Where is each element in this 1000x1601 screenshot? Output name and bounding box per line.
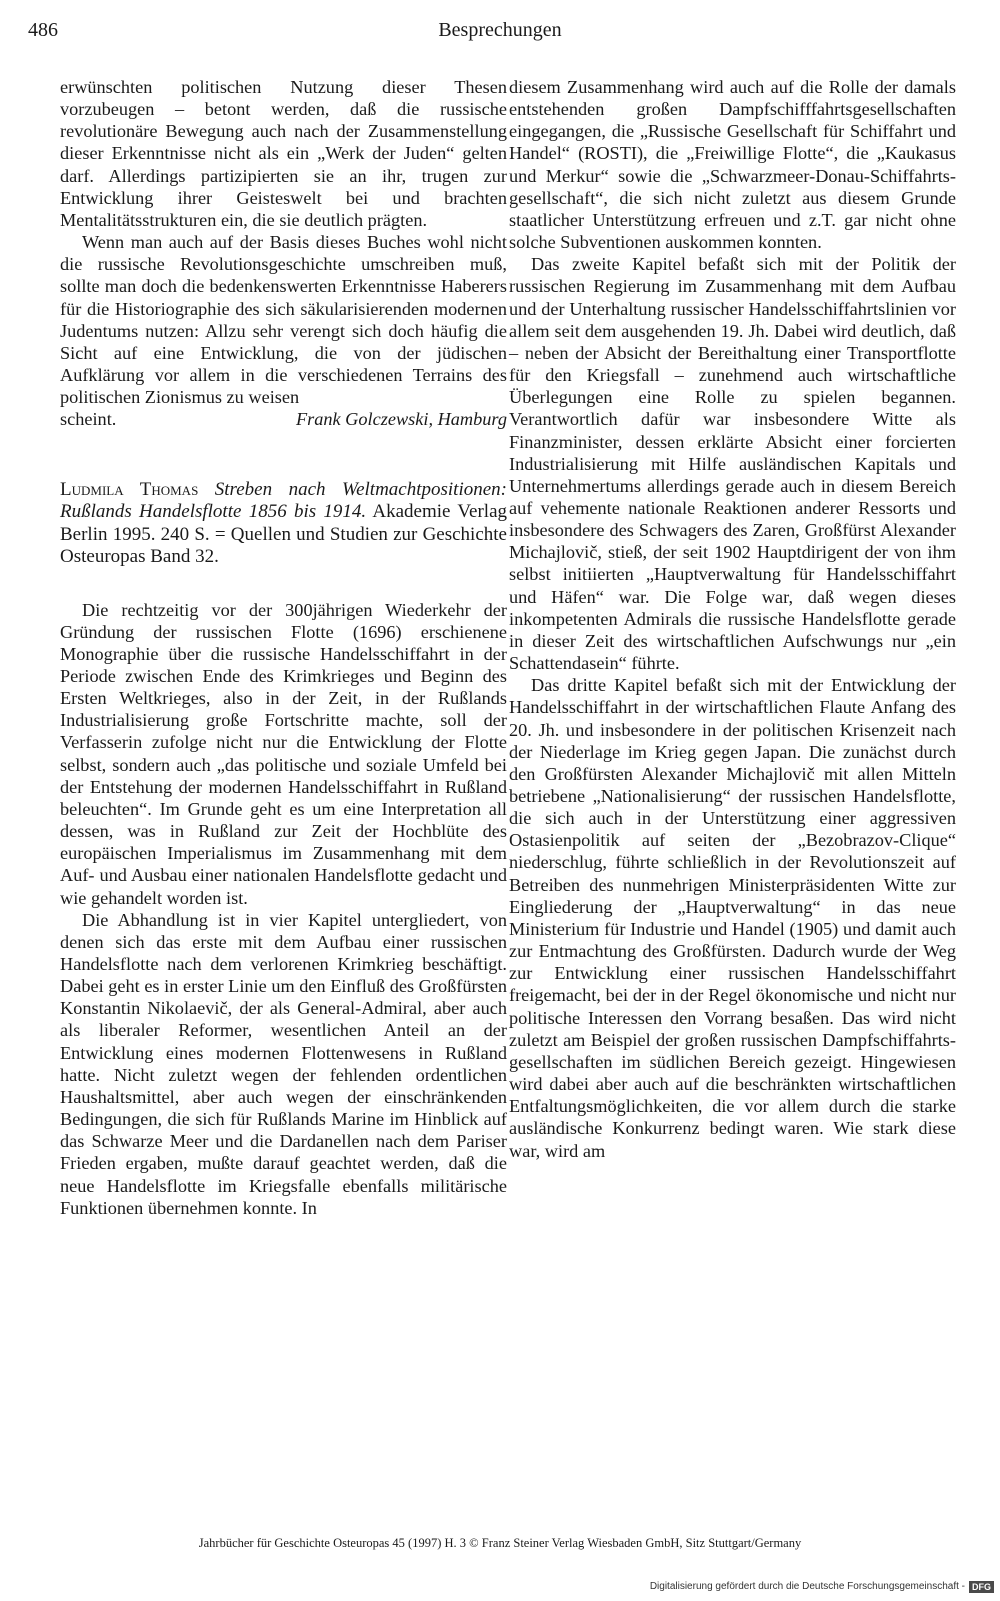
digitization-footer (650, 1580, 994, 1594)
review-body-left (60, 599, 507, 1219)
review-paragraph: Die rechtzeitig vor der 300jährigen Wiederkehr der Gründung der russischen Flotte (1696) erschienene Monographie über die russische Handelsschiffahrt in der Periode zwischen Ende des Krimkrieges und Beginn des Ersten Weltkrieges, also in der Zeit, in der Rußlands Industrialisierung große Fortschritte machte, soll der Verfasserin zufolge nicht nur die Entwicklung der Flotte selbst, sondern auch „das politische und soziale Umfeld bei der Entstehung der modernen Handelsschiffahrt in Rußland beleuchten“. Im Grunde geht es um eine Interpretation all dessen, was in Rußland zur Zeit der Hochblüte des europäischen Imperialismus im Zusammenhang mit dem Auf- und Ausbau einer nationalen Handelsflotte gedacht und wie gehandelt worden ist. (60, 599, 507, 908)
previous-review-paragraph: Wenn man auch auf der Basis dieses Buches wohl nicht die russische Revolutionsgeschichte umschreiben muß, sollte man doch die bedenkenswerten Erkenntnisse Haberers für die Historiographie des sich säkularisierenden modernen Judentums nutzen: Allzu sehr verengt sich doch häufig die Sicht auf eine Entwicklung, die von der jüdischen Aufklärung vor allem in die verschiedenen Terrains des politischen Zionismus zu weisen (60, 232, 507, 408)
review-paragraph: Die Abhandlung ist in vier Kapitel untergliedert, von denen sich das erste mit dem Aufbau einer russischen Handelsflotte nach dem verlorenen Krimkrieg beschäftigt. Dabei geht es in erster Linie um den Einfluß des Großfürsten Konstantin Nikolaevič, der als General-Admiral, aber auch als liberaler Reformer, wesentlichen Anteil an der Entwicklung eines modernen Flottenwesens in Rußland hatte. Nicht zuletzt wegen der fehlenden ordentlichen Haushaltsmittel, aber auch wegen der einschränkenden Bedingungen, die sich für Rußlands Marine im Hinblick auf das Schwarze Meer und die Dardanellen nach dem Pariser Frieden ergaben, mußte darauf geachtet werden, daß die neue Handelsflotte im Kriegsfalle ebenfalls militärische Funktionen übernehmen konnte. In (60, 909, 507, 1218)
digitization-note: Digitalisierung gefördert durch die Deutsche Forschungsgemeinschaft - (649, 1581, 965, 1592)
left-column (60, 76, 507, 1219)
book-author: Ludmila Thomas (60, 478, 199, 500)
closing-word: scheint. (60, 409, 117, 430)
review-paragraph: diesem Zusammenhang wird auch auf die Rolle der damals entstehenden großen Dampfschifffahrtsgesellschaften eingegangen, die „Russische Gesellschaft für Schiffahrt und Handel“ (ROSTI), die „Freiwillige Flotte“, die „Kaukasus und Merkur“ sowie die „Schwarzmeer-Donau-Schiffahrtsgesellschaft“, die sich nicht zuletzt aus diesem Grunde staatlicher Unterstützung erfreuen und z.T. gar nicht ohne solche Subventionen auskommen konnten. (509, 77, 956, 253)
right-column (509, 76, 956, 1162)
dfg-logo-icon: DFG (969, 1581, 994, 1593)
reviewer-signature: Frank Golczewski, Hamburg (295, 409, 507, 430)
publication-info: Akademie Verlag Berlin 1995. 240 S. = Quellen und Studien zur Geschichte Osteuropas Band 32. (60, 501, 508, 567)
running-head: Besprechungen (438, 19, 562, 41)
review-paragraph: Das zweite Kapitel befaßt sich mit der Politik der russischen Regierung im Zusammenhang mit dem Aufbau und der Unterhaltung russischer Handelsschiffahrtslinien vor allem seit dem ausgehenden 19. Jh. Dabei wird deutlich, daß – neben der Absicht der Bereithaltung einer Transportflotte für den Kriegsfall – zunehmend auch wirtschaftliche Überlegungen eine Rolle zu spielen begannen. Verantwortlich dafür war insbesondere Witte als Finanzminister, dessen erklärte Absicht einer forcierten Industrialisierung mit Hilfe ausländischen Kapitals und Unternehmertums allerdings gerade auch in diesem Bereich auf vehemente nationale Reaktionen anderer Ressorts und insbesondere des Schwagers des Zaren, Großfürst Alexander Michajlovič, stieß, der seit 1902 Hauptdirigent der von ihm selbst initiierten „Hauptverwaltung für Handelsschiffahrt und Häfen“ war. Die Folge war, daß wegen dieses inkompetenten Admirals die russische Handelsflotte gerade in dieser Zeit des wirtschaftlichen Aufschwungs nur „ein Schattendasein“ führte. (509, 254, 956, 674)
book-title: Streben nach Weltmachtpositionen: Rußlands Handelsflotte 1856 bis 1914. (60, 478, 507, 522)
signature-line (60, 408, 507, 430)
review-bibliographic-heading (60, 479, 507, 569)
page-number: 486 (28, 19, 58, 41)
review-paragraph: Das dritte Kapitel befaßt sich mit der Entwicklung der Handelsschiffahrt in der wirtschaftlichen Flaute Anfang des 20. Jh. und insbesondere in der politischen Krisenzeit nach der Niederlage im Krieg gegen Japan. Die zunächst durch den Großfürsten Alexander Michajlovič mit allen Mitteln betriebene „Nationalisierung“ der russischen Handelsflotte, die sich auch in der Unterstützung einer aggressiven Ostasienpolitik auf seiten der „Bezobrazov-Clique“ niederschlug, führte schließlich in der Revolutionszeit auf Betreiben des nunmehrigen Ministerpräsidenten Witte zur Eingliederung der „Hauptverwaltung“ in das neue Ministerium für Industrie und Handel (1905) und damit auch zur Entmachtung des Großfürsten. Dadurch wurde der Weg zur Entwicklung einer russischen Handelsschiffahrt freigemacht, bei der in der Regel ökonomische und nicht nur politische Interessen den Vorrang besaßen. Das wird nicht zuletzt am Beispiel der großen russischen Dampfschiffahrtsgesellschaften im südlichen Bereich gezeigt. Hingewiesen wird dabei aber auch auf die beschränkten wirtschaftlichen Entfaltungsmöglichkeiten, die vor allem durch die starke ausländische Konkurrenz bedingt waren. Wie stark diese war, wird am (509, 675, 956, 1161)
journal-footer: Jahrbücher für Geschichte Osteuropas 45 (1997) H. 3 © Franz Steiner Verlag Wiesbaden GmbH, Sitz Stuttgart/Germany (198, 1536, 802, 1550)
previous-review-paragraph: erwünschten politischen Nutzung dieser Thesen vorzubeugen – betont werden, daß die russische revolutionäre Bewegung auch nach der Zusammenstellung dieser Erkenntnisse nicht als ein „Werk der Juden“ gelten darf. Allerdings partizipierten sie an ihr, trugen zur Entwicklung ihrer Geisteswelt bei und brachten Mentalitätsstrukturen ein, die sie deutlich prägten. (60, 77, 507, 230)
